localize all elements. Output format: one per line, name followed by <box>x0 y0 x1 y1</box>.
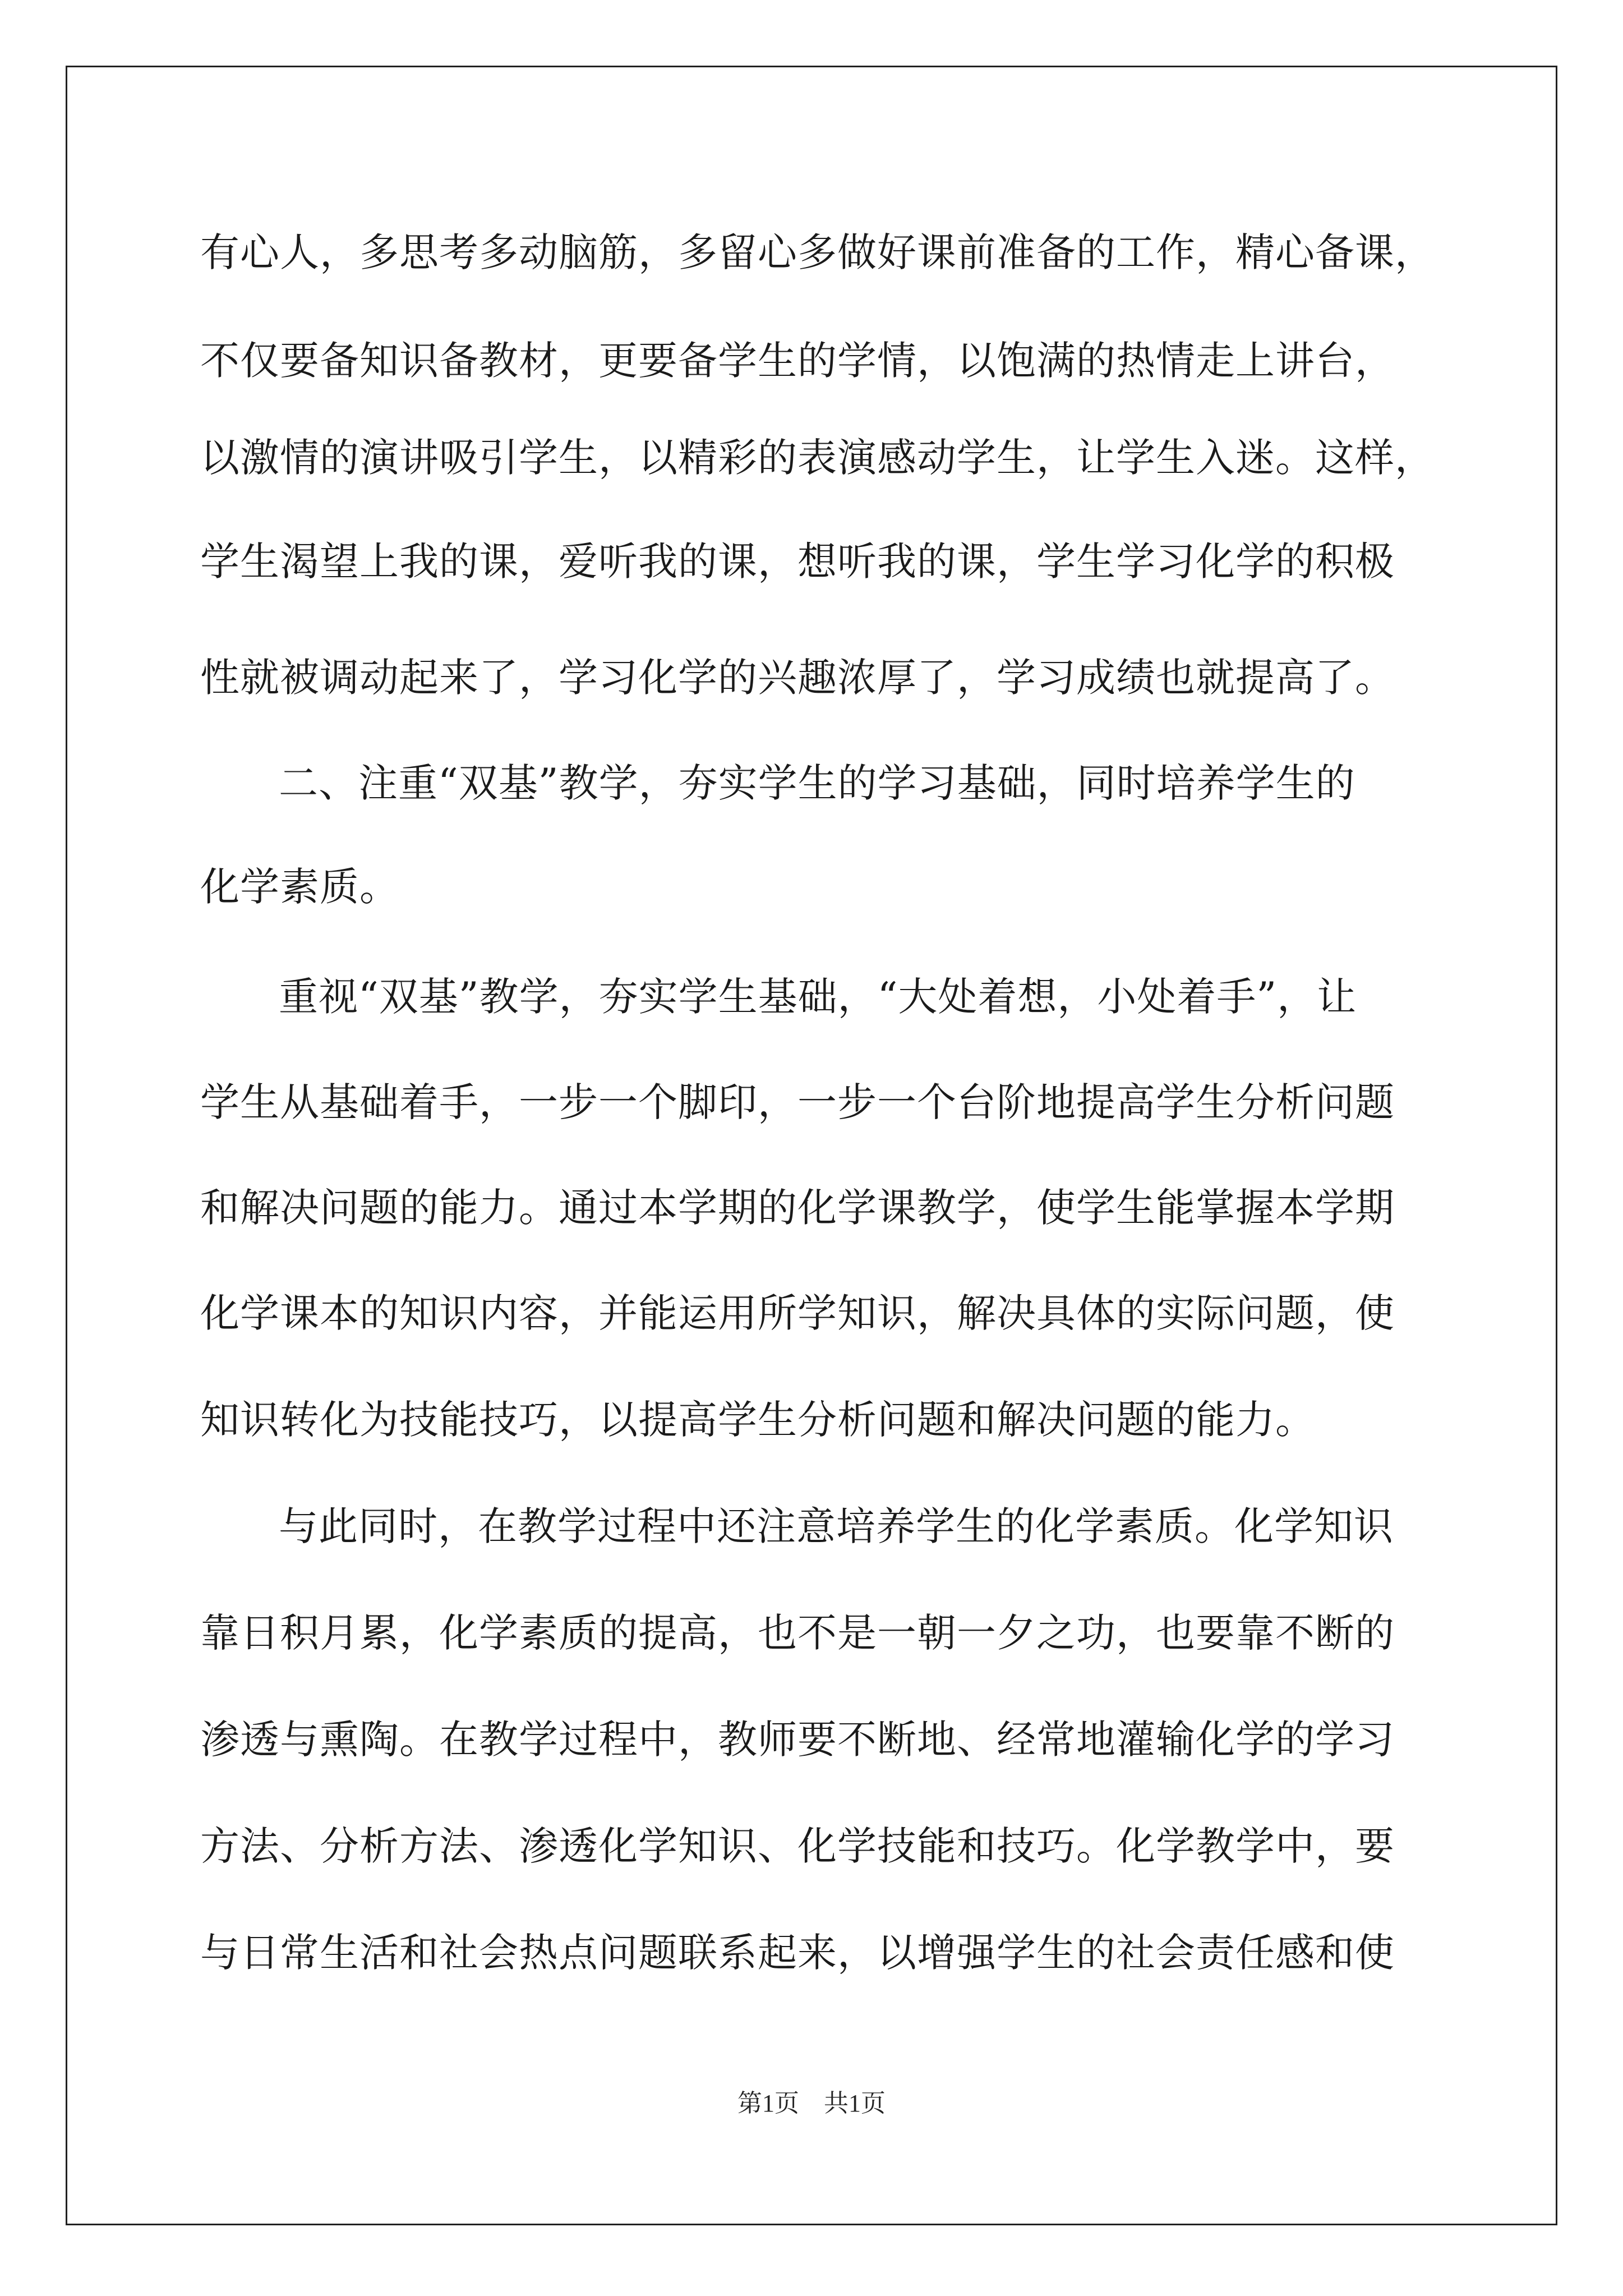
text-line-17: 与日常生活和社会热点问题联系起来，以增强学生的社会责任感和使 <box>200 1930 1395 1976</box>
page-number-footer: 第1页 共1页 <box>737 2090 886 2117</box>
text-line-6: 二、注重“双基”教学，夯实学生的学习基础，同时培养学生的 <box>279 760 1355 806</box>
text-line-1: 有心人，多思考多动脑筋，多留心多做好课前准备的工作，精心备课， <box>200 229 1435 275</box>
page-border <box>66 66 1557 2225</box>
text-line-5: 性就被调动起来了，学习化学的兴趣浓厚了，学习成绩也就提高了。 <box>200 655 1395 701</box>
text-line-4: 学生渴望上我的课，爱听我的课，想听我的课，学生学习化学的积极 <box>200 539 1395 585</box>
text-line-12: 知识转化为技能技巧，以提高学生分析问题和解决问题的能力。 <box>200 1397 1315 1443</box>
text-line-2: 不仅要备知识备教材，更要备学生的学情，以饱满的热情走上讲台， <box>200 338 1395 384</box>
text-line-15: 渗透与熏陶。在教学过程中，教师要不断地、经常地灌输化学的学习 <box>200 1717 1395 1763</box>
text-line-14: 靠日积月累，化学素质的提高，也不是一朝一夕之功，也要靠不断的 <box>200 1610 1395 1656</box>
text-line-13: 与此同时，在教学过程中还注意培养学生的化学素质。化学知识 <box>279 1503 1394 1549</box>
text-line-9: 学生从基础着手，一步一个脚印，一步一个台阶地提高学生分析问题 <box>200 1079 1395 1125</box>
text-line-11: 化学课本的知识内容，并能运用所学知识，解决具体的实际问题，使 <box>200 1290 1395 1336</box>
text-line-7: 化学素质。 <box>200 864 399 910</box>
text-line-8: 重视“双基”教学，夯实学生基础，“大处着想，小处着手”，让 <box>279 974 1357 1020</box>
text-line-3: 以激情的演讲吸引学生，以精彩的表演感动学生，让学生入迷。这样， <box>200 435 1435 481</box>
text-line-16: 方法、分析方法、渗透化学知识、化学技能和技巧。化学教学中，要 <box>200 1823 1395 1869</box>
text-line-10: 和解决问题的能力。通过本学期的化学课教学，使学生能掌握本学期 <box>200 1185 1395 1231</box>
